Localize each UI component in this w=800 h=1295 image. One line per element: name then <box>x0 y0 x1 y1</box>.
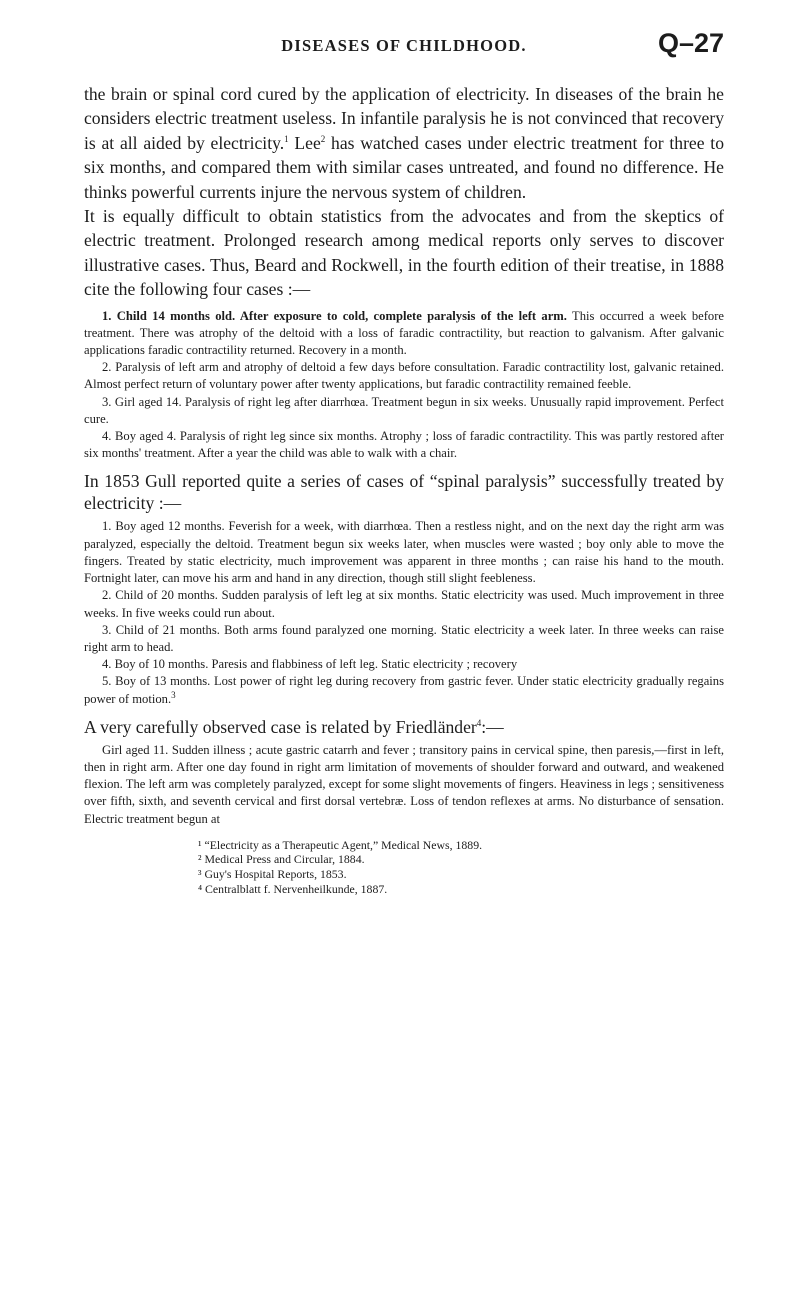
friedlander-intro-text: A very carefully observed case is related by Friedländer <box>84 716 477 737</box>
case-text: 3. Girl aged 14. Paralysis of right leg after diarrhœa. Treatment begun in six weeks. Unusually rapid improvement. Perfect cure. <box>84 394 724 426</box>
body-text <box>84 82 724 896</box>
case-lead: 1. Child 14 months old. After exposure to cold, complete paralysis of the left arm. <box>102 308 567 323</box>
intro-text-a: the brain or spinal cord cured by the application of electricity. In diseases of the brain he considers electric treatment useless. In infantile paralysis he is not convinced that recovery is at all aided by electricity. <box>84 84 724 153</box>
friedlander-intro-end: :— <box>481 716 504 737</box>
case-item: 2. Child of 20 months. Sudden paralysis of left leg at six months. Static electricity was used. Much improvement in three weeks. In five weeks could run about. <box>84 588 724 620</box>
case-item <box>84 394 724 428</box>
footnote-2: ² Medical Press and Circular, 1884. <box>198 852 365 867</box>
case-item: 1. Boy aged 12 months. Feverish for a week, with diarrhœa. Then a restless night, and on the next day the right arm was paralyzed, especially the deltoid. Treatment begun six weeks later, when muscles were wasted ; boy only able to move the fingers. Treated by static electricity, much improvement was apparent in three months ; can raise his hand to the mouth. Fortnight later, can move his arm and hand in any direction, though still slight feebleness. <box>84 519 724 586</box>
intro-text-c: has watched cases under electric treatment for three to six months, and compared them with similar cases untreated, and found no difference. He thinks powerful currents injure the nervous system of children. <box>84 132 724 202</box>
footnotes <box>84 838 724 896</box>
case-item <box>84 428 724 462</box>
footnote-4: ⁴ Centralblatt f. Nervenheilkunde, 1887. <box>198 881 388 896</box>
intro-paragraph-1 <box>84 82 724 204</box>
case-item: 4. Boy of 10 months. Paresis and flabbiness of left leg. Static electricity ; recovery <box>102 657 518 672</box>
case-text: 5. Boy of 13 months. Lost power of right leg during recovery from gastric fever. Under static electricity gradually regains power of motion. <box>84 674 724 706</box>
case-text: This occurred a week before treatment. There was atrophy of the deltoid with a loss of faradic contractility, but reaction to galvanism. After galvanic applications faradic contractility returned. Recovery in a month. <box>84 308 724 358</box>
friedlander-intro <box>84 716 724 738</box>
gull-intro: In 1853 Gull reported quite a series of cases of “spinal paralysis” successfully treated by electricity :— <box>84 471 724 514</box>
footnote-ref: 3 <box>171 689 176 700</box>
case-text: 4. Boy aged 4. Paralysis of right leg since six months. Atrophy ; loss of faradic contractility. This was partly restored after six months' treatment. After a year the child was able to walk with a chair. <box>84 429 724 461</box>
gull-cases <box>84 518 724 707</box>
page-header <box>84 30 724 62</box>
footnote-3: ³ Guy's Hospital Reports, 1853. <box>198 866 347 881</box>
intro-text-b: Lee <box>288 132 321 153</box>
case-item: 3. Child of 21 months. Both arms found paralyzed one morning. Static electricity a week later. In three weeks can raise right arm to head. <box>84 622 724 654</box>
page-number: Q–27 <box>657 28 724 58</box>
friedlander-case: Girl aged 11. Sudden illness ; acute gastric catarrh and fever ; transitory pains in cervical spine, then paresis,—first in left, then in right arm. After one day found in right arm limitation of movements of shoulder forward and outward, and weakened flexion. The left arm was completely paralyzed, except for some slight movements of fingers. Heaviness in legs ; sensitiveness over fifth, sixth, and seventh cervical and first dorsal vertebræ. Loss of tendon reflexes at arms. No disturbance of sensation. Electric treatment begun at <box>84 742 724 826</box>
case-item <box>84 308 724 360</box>
case-item <box>84 359 724 393</box>
case-item <box>84 673 724 707</box>
footnote-1: ¹ “Electricity as a Therapeutic Agent,” Medical News, 1889. <box>198 837 483 852</box>
beard-rockwell-cases <box>84 308 724 463</box>
footnote-ref: 4 <box>476 717 482 728</box>
footnote-ref: 2 <box>320 133 326 144</box>
case-text: 2. Paralysis of left arm and atrophy of deltoid a few days before consultation. Faradic contractility lost, galvanic retained. Almost perfect return of voluntary power after twenty applications, but faradic contractility remained feeble. <box>84 360 724 392</box>
running-title: DISEASES OF CHILDHOOD. <box>281 36 527 55</box>
intro-paragraph-2: It is equally difficult to obtain statistics from the advocates and from the skeptics of electric treatment. Prolonged research among medical reports only serves to discover illustrative cases. Thus, Beard and Rockwell, in the fourth edition of their treatise, in 1888 cite the following four cases :— <box>84 206 724 300</box>
footnote-ref: 1 <box>284 133 289 144</box>
